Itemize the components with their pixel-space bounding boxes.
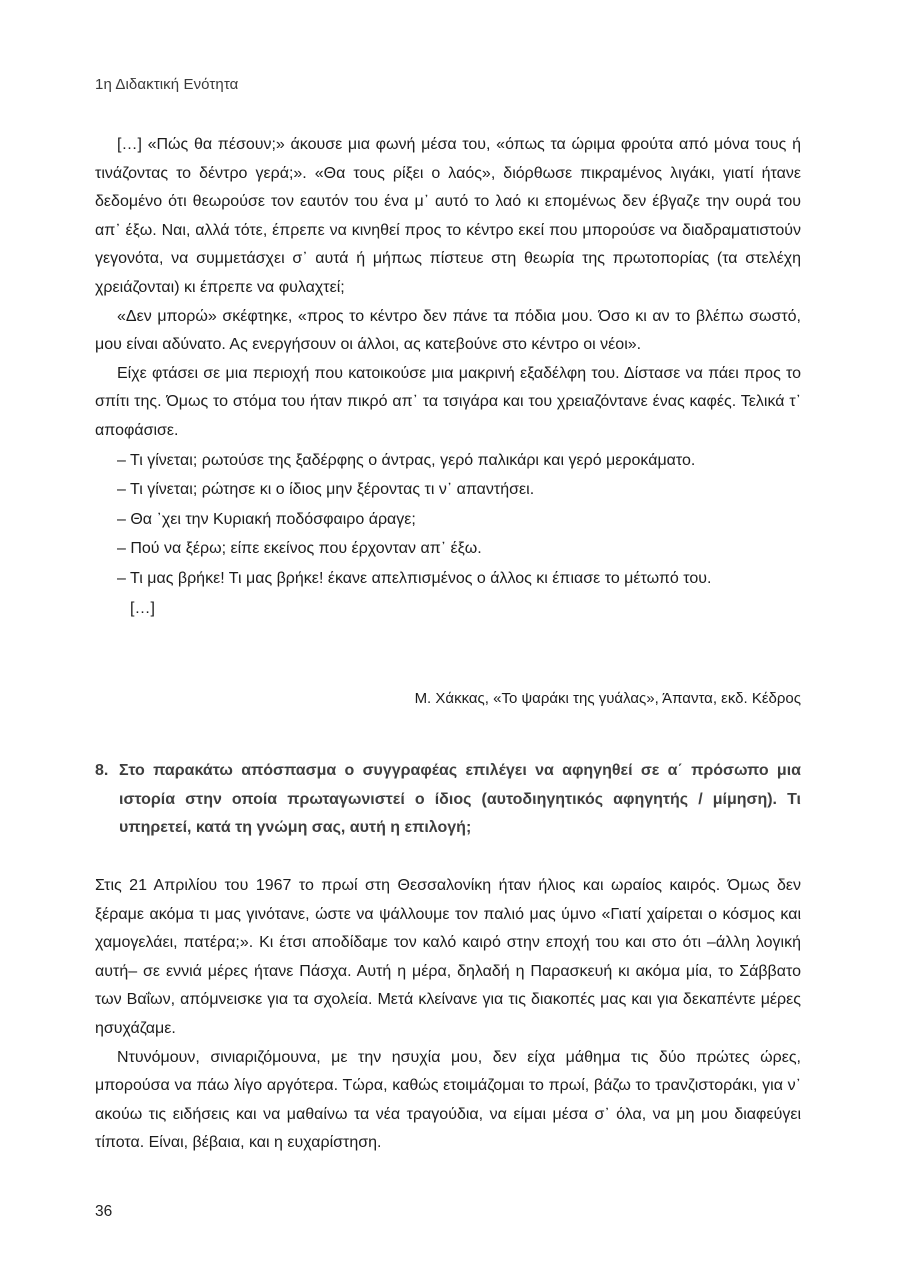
page-number: 36 — [95, 1203, 113, 1220]
dialogue-line: – Πού να ξέρω; είπε εκείνος που έρχονταν απ᾽ έξω. — [117, 540, 482, 558]
dialogue-line: – Τι γίνεται; ρώτησε κι ο ίδιος μην ξέροντας τι ν᾽ απαντήσει. — [117, 481, 535, 499]
excerpt-hakkas — [95, 131, 801, 623]
excerpt-paragraph: Ντυνόμουν, σινιαριζόμουνα, με την ησυχία μου, δεν είχα μάθημα τις δύο πρώτες ώρες, μπορούσα να πάω λίγο αργότερα. Τώρα, καθώς ετοιμάζομαι το πρωί, βάζω το τρανζιστοράκι, για ν᾽ ακούω τις ειδήσεις και να μαθαίνω τα νέα τραγούδια, να είμαι μέσα σ᾽ όλα, να μη μου διαφεύγει τίποτα. Είναι, βέβαια, και η ευχαρίστηση. — [95, 1048, 801, 1152]
running-header: 1η Διδακτική Ενότητα — [95, 76, 239, 93]
exercise-question — [95, 757, 801, 843]
excerpt-paragraph: […] «Πώς θα πέσουν;» άκουσε μια φωνή μέσα του, «όπως τα ώριμα φρούτα από μόνα τους ή τινάζοντας το δέντρο γερά;». «Θα τους ρίξει ο λαός», διόρθωσε πικραμένος λιγάκι, γιατί ήτανε δεδομένο ότι θεωρούσε τον εαυτόν του ένα μ᾽ αυτό το λαό κι επομένως δεν έβγαζε την ουρά του απ᾽ έξω. Ναι, αλλά τότε, έπρεπε να κινηθεί προς το κέντρο εκεί που μπορούσε να διαδραματιστούν γεγονότα, να συμμετάσχει σ᾽ αυτά ή μήπως πίστευε στη θεωρία της πρωτοπορίας (τα στελέχη χρειάζονται) κι έπρεπε να φυλαχτεί; — [95, 136, 801, 296]
omission-mark: […] — [130, 599, 155, 617]
source-attribution: Μ. Χάκκας, «Το ψαράκι της γυάλας», Άπαντα, εκδ. Κέδρος — [414, 690, 801, 707]
question-number: 8. — [95, 762, 109, 779]
dialogue-line: – Τι γίνεται; ρωτούσε της ξαδέρφης ο άντρας, γερό παλικάρι και γερό μεροκάματο. — [117, 451, 696, 469]
dialogue-line: – Θα ᾽χει την Κυριακή ποδόσφαιρο άραγε; — [117, 510, 416, 528]
excerpt-paragraph: Είχε φτάσει σε μια περιοχή που κατοικούσε μια μακρινή εξαδέλφη του. Δίστασε να πάει προς το σπίτι της. Όμως το στόμα του ήταν πικρό απ᾽ τα τσιγάρα και του χρειαζόντανε ένας καφές. Τελικά τ᾽ αποφάσισε. — [95, 364, 801, 439]
dialogue-line: – Τι μας βρήκε! Τι μας βρήκε! έκανε απελπισμένος ο άλλος κι έπιασε το μέτωπό του. — [117, 569, 712, 587]
excerpt-paragraph: Στις 21 Απριλίου του 1967 το πρωί στη Θεσσαλονίκη ήταν ήλιος και ωραίος καιρός. Όμως δεν ξέραμε ακόμα τι μας γινότανε, ώστε να ψάλλουμε τον παλιό μας ύμνο «Γιατί χαίρεται ο κόσμος και χαμογελάει, πατέρα;». Κι έτσι αποδίδαμε τον καλό καιρό στην εποχή του και στο ότι –άλλη λογική αυτή– σε εννιά μέρες ήτανε Πάσχα. Αυτή η μέρα, δηλαδή η Παρασκευή κι ακόμα μία, το Σάββατο των Βαΐων, απόμνεισκε για τα σχολεία. Μετά κλείνανε για τις διακοπές μας και για δεκαπέντε μέρες ησυχάζαμε. — [95, 877, 801, 1037]
question-text: Στο παρακάτω απόσπασμα ο συγγραφέας επιλέγει να αφηγηθεί σε α΄ πρόσωπο μια ιστορία στην οποία πρωταγωνιστεί ο ίδιος (αυτοδιηγητικός αφηγητής / μίμηση). Τι υπηρετεί, κατά τη γνώμη σας, αυτή η επιλογή; — [119, 762, 801, 836]
excerpt-second — [95, 872, 801, 1158]
excerpt-paragraph: «Δεν μπορώ» σκέφτηκε, «προς το κέντρο δεν πάνε τα πόδια μου. Όσο κι αν το βλέπω σωστό, μου είναι αδύνατο. Ας ενεργήσουν οι άλλοι, ας κατεβούνε στο κέντρο οι νέοι». — [95, 307, 801, 354]
